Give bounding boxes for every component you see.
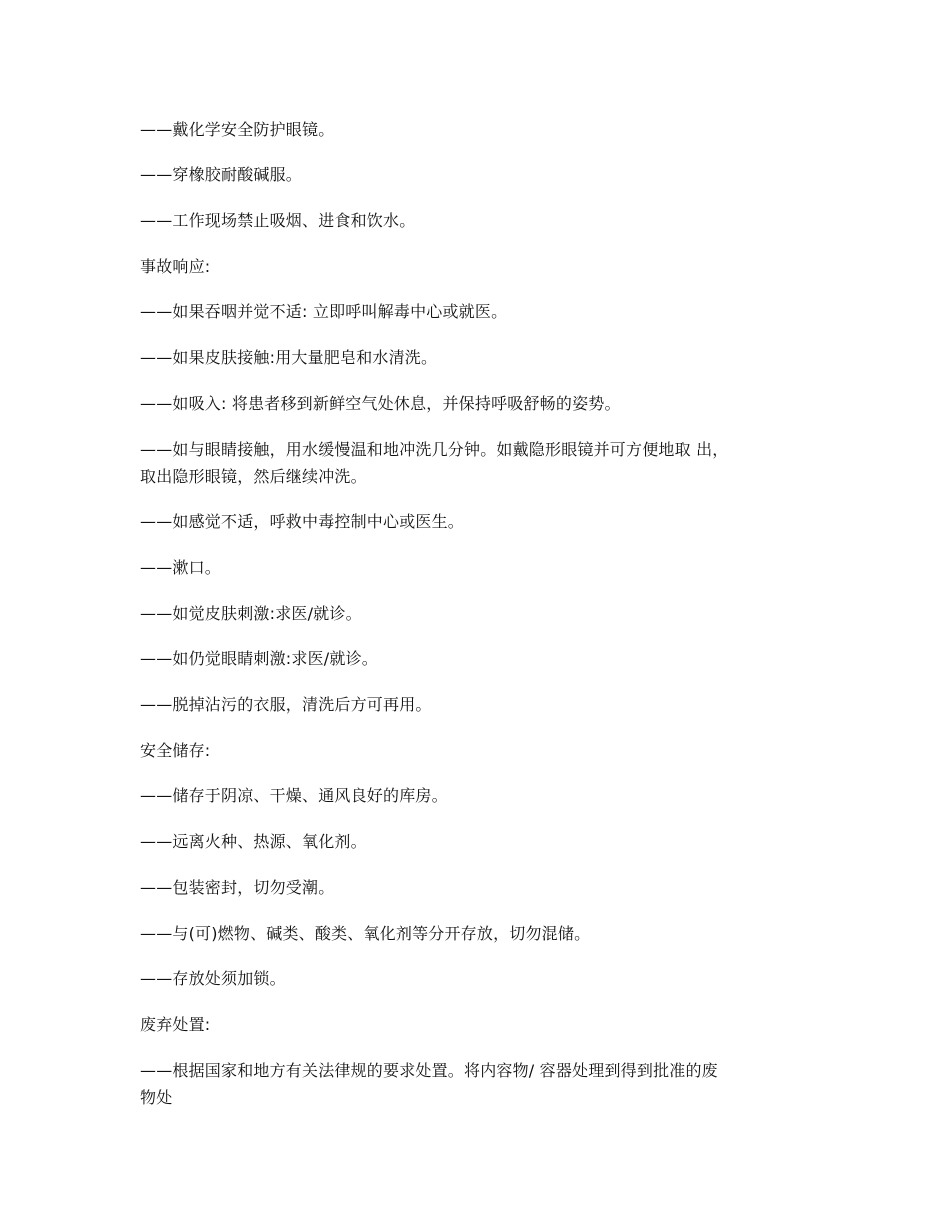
text-line: ——如仍觉眼睛刺激:求医/就诊。 <box>140 649 378 668</box>
text-line: ——如感觉不适，呼救中毒控制中心或医生。 <box>140 512 465 531</box>
section-heading: 安全储存: <box>140 741 211 760</box>
text-line: ——工作现场禁止吸烟、进食和饮水。 <box>140 211 416 230</box>
text-line: ——如吸入: 将患者移到新鲜空气处休息，并保持呼吸舒畅的姿势。 <box>140 394 621 413</box>
text-line: ——远离火种、热源、氧化剂。 <box>140 832 367 851</box>
text-line: ——漱口。 <box>140 558 222 577</box>
text-line: ——存放处须加锁。 <box>140 969 286 988</box>
text-line: ——如果皮肤接触:用大量肥皂和水清洗。 <box>140 348 438 367</box>
text-line: ——如果吞咽并觉不适: 立即呼叫解毒中心或就医。 <box>140 302 508 321</box>
text-line: ——包装密封，切勿受潮。 <box>140 878 335 897</box>
text-line: 取出隐形眼镜，然后继续冲洗。 <box>140 467 367 486</box>
text-line: ——根据国家和地方有关法律规的要求处置。将内容物/ 容器处理到得到批准的废 <box>140 1061 718 1080</box>
text-line: ——如觉皮肤刺激:求医/就诊。 <box>140 604 362 623</box>
section-heading: 废弃处置: <box>140 1015 211 1034</box>
section-heading: 事故响应: <box>140 257 211 276</box>
text-line: 物处 <box>140 1088 173 1107</box>
text-line: ——储存于阴凉、干燥、通风良好的库房。 <box>140 786 448 805</box>
text-line: ——与(可)燃物、碱类、酸类、氧化剂等分开存放，切勿混储。 <box>140 924 591 943</box>
text-line: ——穿橡胶耐酸碱服。 <box>140 165 303 184</box>
text-line: ——如与眼睛接触，用水缓慢温和地冲洗几分钟。如戴隐形眼镜并可方便地取 出， <box>140 440 729 459</box>
text-line: ——戴化学安全防护眼镜。 <box>140 120 335 139</box>
text-line: ——脱掉沾污的衣服，清洗后方可再用。 <box>140 695 432 714</box>
